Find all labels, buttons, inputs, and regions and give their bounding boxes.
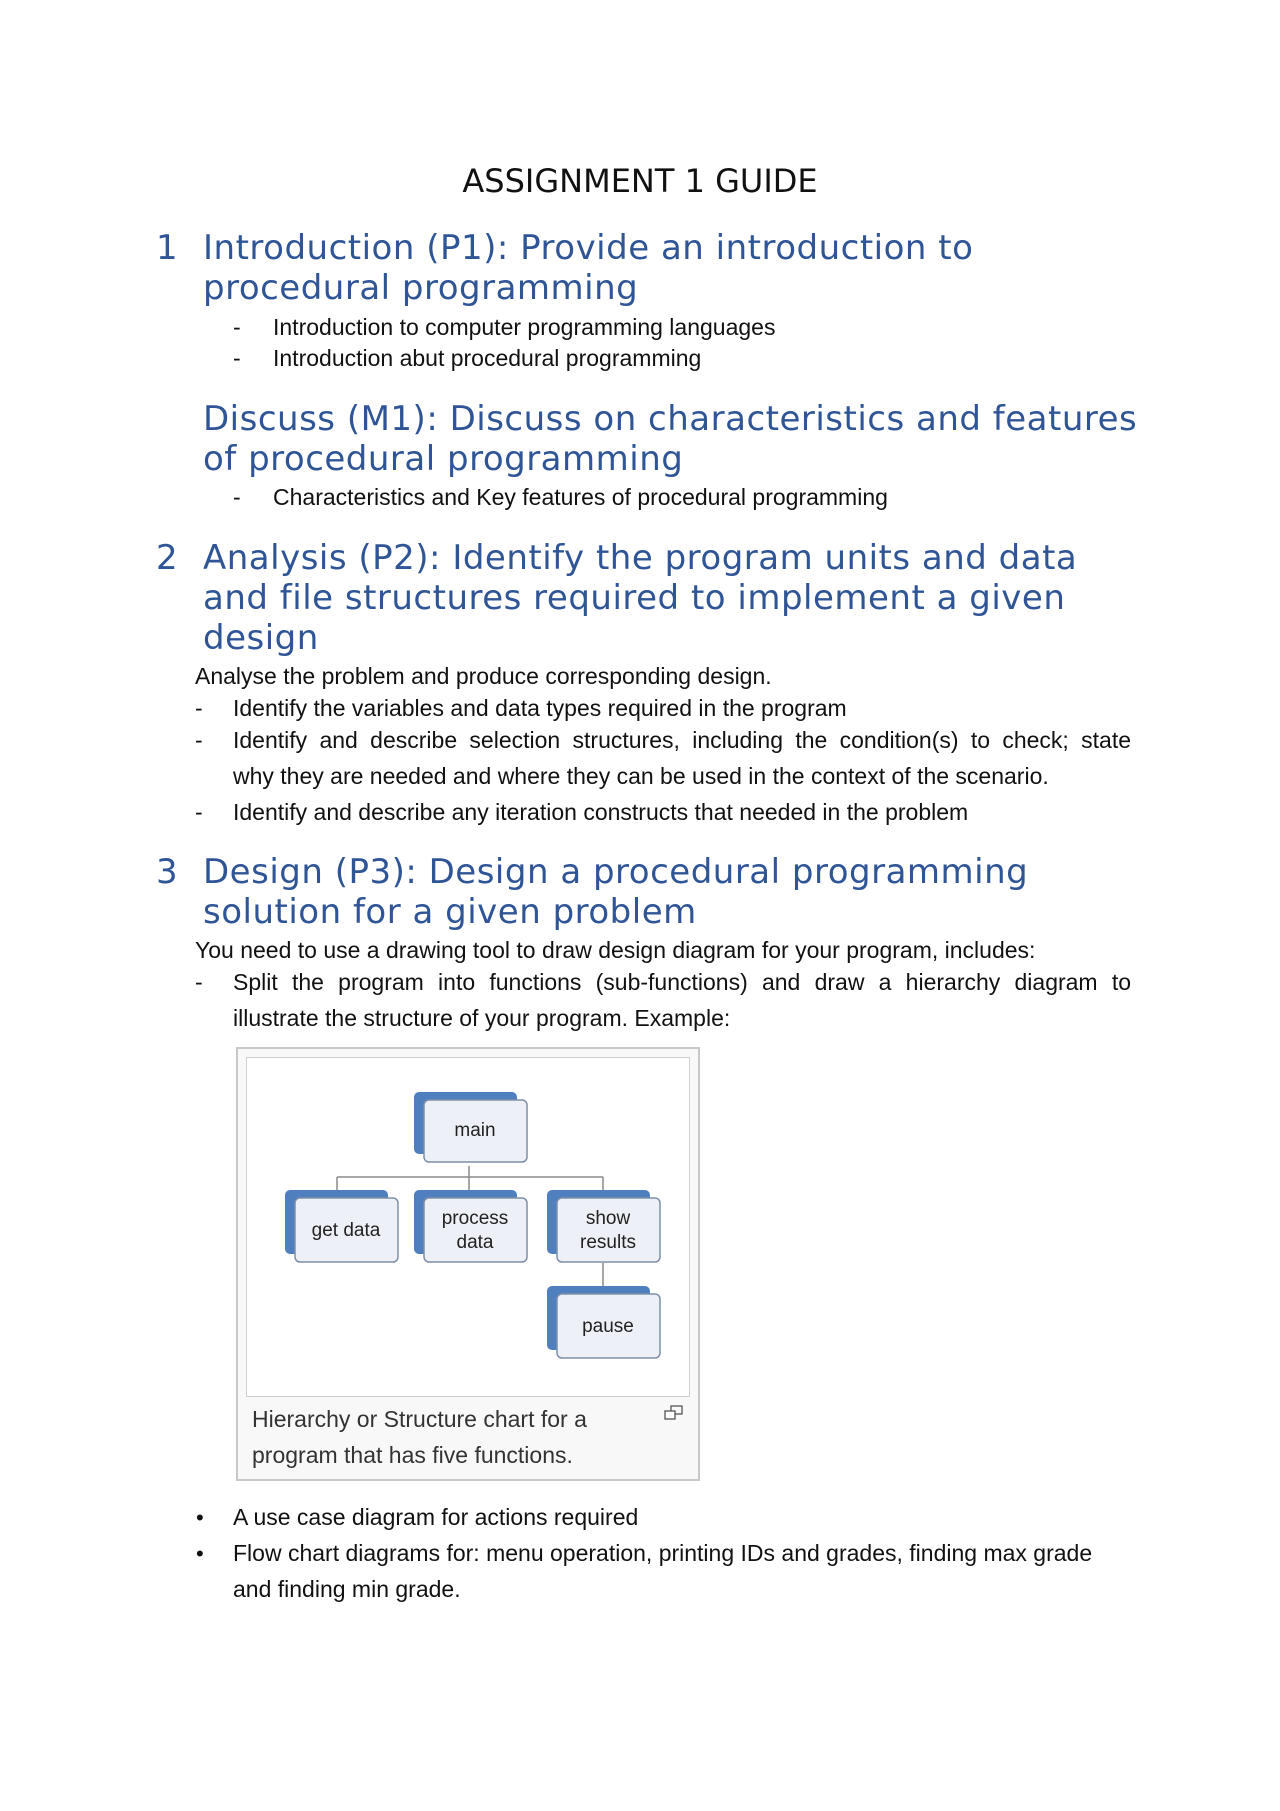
- list-item: Introduction abut procedural programming: [273, 345, 702, 371]
- list-dash: -: [195, 695, 203, 721]
- section-1-heading-line2: procedural programming: [203, 268, 639, 308]
- bullet-item: A use case diagram for actions required: [233, 1504, 639, 1530]
- hierarchy-chart-svg: [247, 1058, 691, 1398]
- node-show-results-label-1: show: [585, 1208, 631, 1229]
- node-main: [414, 1092, 527, 1162]
- list-dash: -: [233, 484, 241, 510]
- node-process-data-label-2: data: [456, 1232, 494, 1253]
- list-item: Identify the variables and data types required in the program: [233, 695, 847, 721]
- list-dash: -: [195, 969, 203, 995]
- figure-caption: Hierarchy or Structure chart for a program that has five functions.: [252, 1406, 587, 1468]
- m1-heading-line1: Discuss (M1): Discuss on characteristics and features: [203, 399, 1138, 439]
- list-dash: -: [195, 799, 203, 825]
- section-2-heading-line3: design: [203, 618, 319, 658]
- section-3-heading-line1: Design (P3): Design a procedural programming: [203, 852, 1029, 892]
- list-item-continued: illustrate the structure of your program. Example:: [233, 1005, 731, 1031]
- node-pause: [547, 1286, 660, 1358]
- bullet-item: Flow chart diagrams for: menu operation, printing IDs and grades, finding max grade: [233, 1540, 1093, 1566]
- node-process-data: [414, 1190, 527, 1262]
- list-item: Characteristics and Key features of procedural programming: [273, 484, 888, 510]
- list-item: Introduction to computer programming languages: [273, 314, 776, 340]
- node-process-data-label-1: process: [441, 1208, 509, 1229]
- m1-heading-line2: of procedural programming: [203, 439, 684, 479]
- section-2-intro: Analyse the problem and produce corresponding design.: [195, 663, 772, 689]
- list-dash: -: [195, 727, 203, 753]
- node-show-results: [547, 1190, 660, 1262]
- node-get-data: [285, 1190, 398, 1262]
- list-item: Identify and describe any iteration constructs that needed in the problem: [233, 799, 969, 825]
- section-number-1: 1: [156, 228, 178, 268]
- section-number-2: 2: [156, 538, 178, 578]
- list-item: Split the program into functions (sub-functions) and draw a hierarchy diagram to: [233, 969, 1131, 995]
- node-show-results-label-2: results: [580, 1232, 636, 1253]
- section-number-3: 3: [156, 852, 178, 892]
- section-2-heading-line1: Analysis (P2): Identify the program units and data: [203, 538, 1078, 578]
- bullet-glyph: •: [196, 1541, 204, 1566]
- section-1-heading-line1: Introduction (P1): Provide an introduction to: [203, 228, 974, 268]
- node-pause-label: pause: [582, 1316, 634, 1337]
- node-main-label: main: [454, 1120, 496, 1141]
- list-item: Identify and describe selection structures, including the condition(s) to check; state: [233, 727, 1131, 753]
- section-3-intro: You need to use a drawing tool to draw design diagram for your program, includes:: [195, 937, 1036, 963]
- section-2-heading-line2: and file structures required to implement a given: [203, 578, 1066, 618]
- bullet-glyph: •: [196, 1505, 204, 1530]
- node-get-data-label: get data: [311, 1220, 381, 1241]
- list-item-continued: why they are needed and where they can be used in the context of the scenario.: [233, 763, 1049, 789]
- page-title: ASSIGNMENT 1 GUIDE: [462, 162, 818, 200]
- hierarchy-figure: [236, 1047, 700, 1481]
- expand-icon[interactable]: [664, 1405, 684, 1421]
- list-dash: -: [233, 345, 241, 371]
- bullet-item-continued: and finding min grade.: [233, 1576, 461, 1602]
- hierarchy-chart: [246, 1057, 690, 1397]
- section-3-heading-line2: solution for a given problem: [203, 892, 697, 932]
- list-dash: -: [233, 314, 241, 340]
